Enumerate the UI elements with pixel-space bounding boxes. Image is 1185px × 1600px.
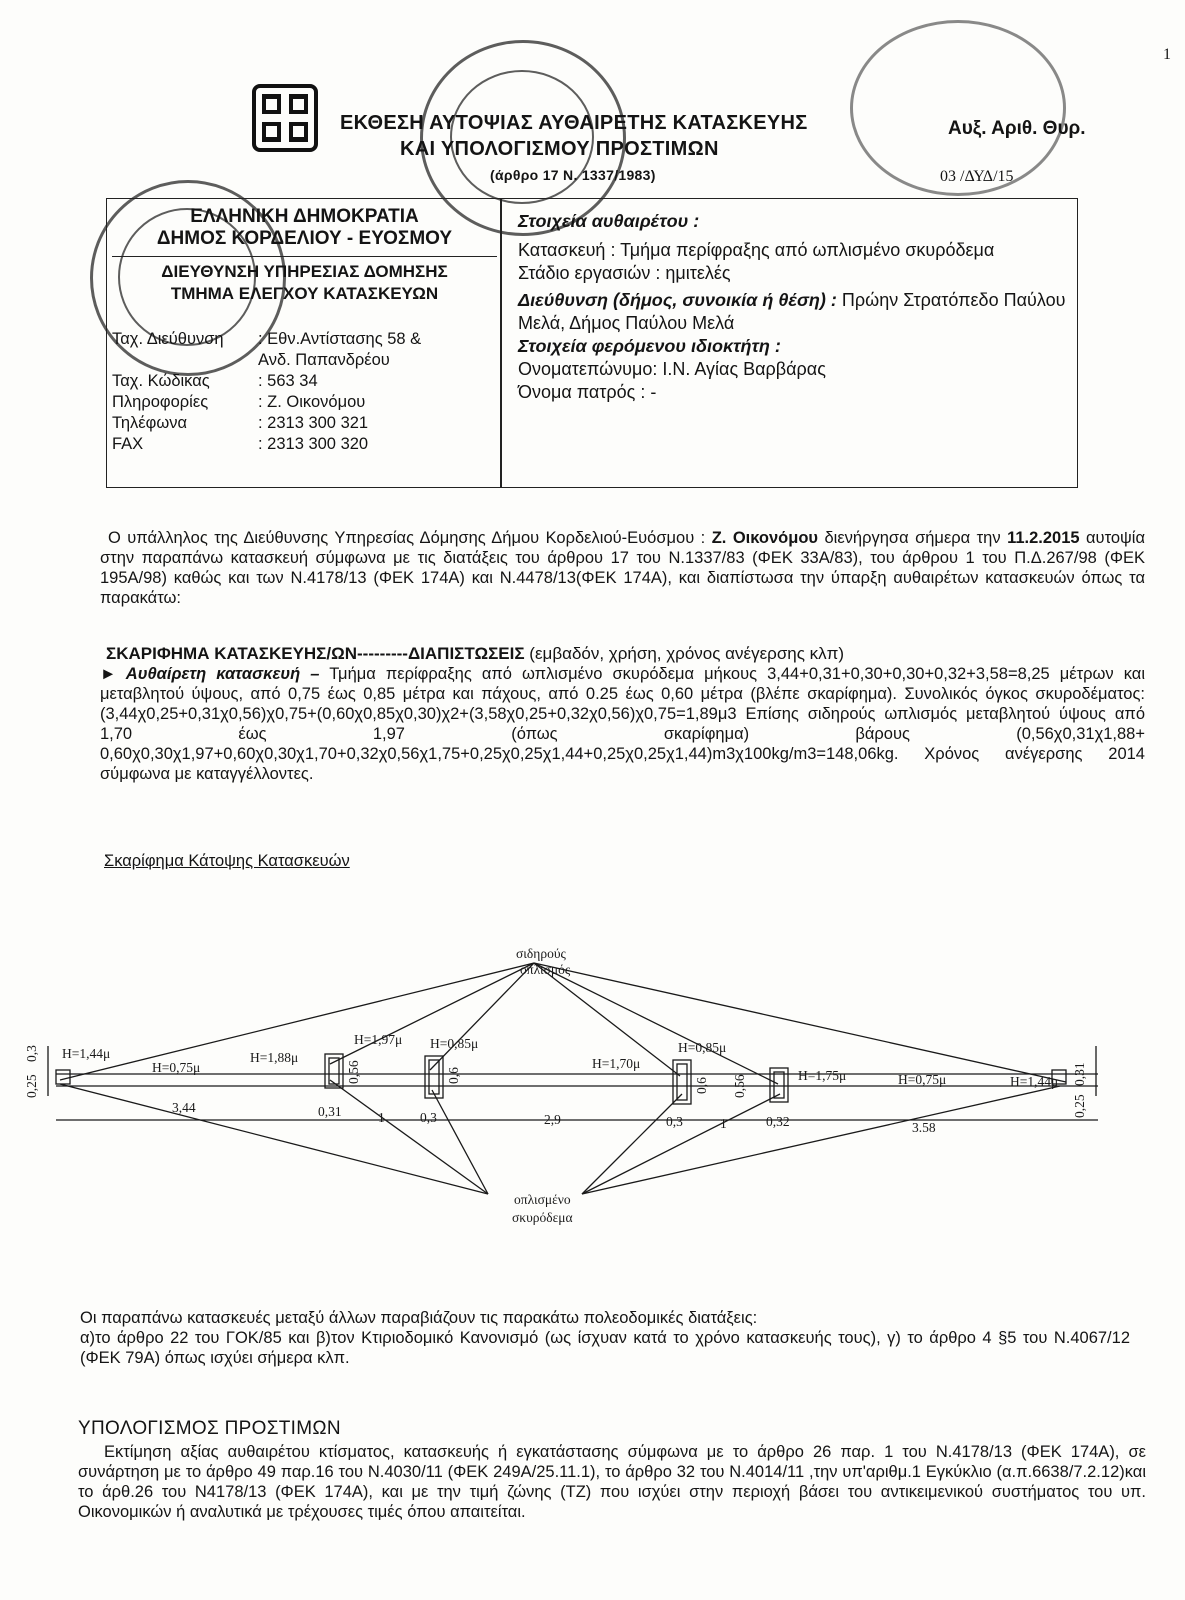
title-line-2: ΚΑΙ ΥΠΟΛΟΓΙΣΜΟΥ ΠΡΟΣΤΙΜΩΝ xyxy=(400,138,719,160)
dim-344: 3,44 xyxy=(172,1100,196,1115)
protocol-number: 03 /ΔΥΔ/15 xyxy=(940,168,1014,185)
postal-value: : 563 34 xyxy=(258,372,318,390)
page-number: 1 xyxy=(1163,46,1171,63)
intro-text-b: διενήργησα σήμερα την xyxy=(824,529,1001,547)
intro-text-c: αυτοψία στην παραπάνω κατασκευή σύμφωνα με τις διατάξεις του άρθρου 17 του Ν.1337/83 (ΦΕΚ 33Α/83), του άρθρου 1 του Π.Δ.267/98 (ΦΕΚ 195Α/98) καθώς και των Ν.4178/13 (ΦΕΚ 174Α) και Ν.4478/13(ΦΕΚ 174Α), και διαπίστωσα την ύπαρξη αυθαιρέτων κατασκευών όπως τα παρακάτω: xyxy=(100,529,1146,607)
dim-29: 2,9 xyxy=(544,1112,561,1127)
dim-03-left: 0,3 xyxy=(24,1045,39,1062)
issuer-municipality: ΔΗΜΟΣ ΚΟΡΔΕΛΙΟΥ - ΕΥΟΣΜΟΥ xyxy=(156,228,453,249)
postal-label: Ταχ. Κώδικας xyxy=(112,372,210,390)
label-concrete-1: οπλισμένο xyxy=(514,1192,571,1207)
issuer-state: ΕΛΛΗΝΙΚΗ ΔΗΜΟΚΡΑΤΙΑ xyxy=(190,206,419,227)
sketch-end-block-left xyxy=(56,1070,70,1084)
issuer-department: ΤΜΗΜΑ ΕΛΕΓΧΟΥ ΚΑΤΑΣΚΕΥΩΝ xyxy=(170,284,439,303)
violation-heading: Στοιχεία αυθαιρέτου : xyxy=(518,211,700,231)
concrete-pointer-6 xyxy=(582,1086,1060,1194)
dim-06-left: 0,6 xyxy=(446,1067,461,1084)
concrete-pointer-2 xyxy=(330,1080,488,1194)
concrete-pointer-5 xyxy=(582,1094,780,1194)
sketch-title: Σκαρίφημα Κάτοψης Κατασκευών xyxy=(104,852,350,870)
h-085-left: H=0,85μ xyxy=(430,1036,479,1051)
intro-text-a: Ο υπάλληλος της Διεύθυνσης Υπηρεσίας Δόμησης Δήμου Κορδελιού-Ευόσμου : xyxy=(108,529,706,547)
h-188: H=1,88μ xyxy=(250,1050,299,1065)
concrete-pointer-1 xyxy=(60,1084,488,1194)
protocol-label: Αυξ. Αριθ. Θυρ. xyxy=(948,118,1086,139)
h-197: H=1,97μ xyxy=(354,1032,403,1047)
rebar-pointer-2 xyxy=(430,963,534,1070)
sketch-column-2 xyxy=(425,1056,443,1098)
address-label: Ταχ. Διεύθυνση xyxy=(112,330,224,348)
phone-value: : 2313 300 321 xyxy=(258,414,369,432)
findings-heading-text: ΣΚΑΡΙΦΗΜΑ ΚΑΤΑΣΚΕΥΗΣ/ΩΝ---------ΔΙΑΠΙΣΤΩΣΕΙΣ xyxy=(106,644,525,663)
h-075-left: H=0,75μ xyxy=(152,1060,201,1075)
inspector-name: Ζ. Οικονόμου xyxy=(711,529,819,547)
dim-03a: 0,3 xyxy=(420,1110,437,1125)
fines-heading: ΥΠΟΛΟΓΙΣΜΟΣ ΠΡΟΣΤΙΜΩΝ xyxy=(78,1418,341,1439)
h-170: H=1,70μ xyxy=(592,1056,641,1071)
label-concrete-2: σκυρόδεμα xyxy=(512,1210,573,1225)
dim-056-right: 0,56 xyxy=(732,1074,747,1098)
label-rebar-1: σιδηρούς xyxy=(516,946,566,961)
h-075-right: H=0,75μ xyxy=(898,1072,947,1087)
title-line-1: ΕΚΘΕΣΗ ΑΥΤΟΨΙΑΣ ΑΥΘΑΙΡΕΤΗΣ ΚΑΤΑΣΚΕΥΗΣ xyxy=(340,112,808,134)
dim-025-left: 0,25 xyxy=(24,1074,39,1098)
phone-label: Τηλέφωνα xyxy=(112,414,188,432)
address-value-2: Ανδ. Παπανδρέου xyxy=(258,351,390,369)
fax-label: FAX xyxy=(112,435,144,453)
dim-03b: 0,3 xyxy=(666,1114,683,1129)
concrete-pointer-3 xyxy=(432,1090,488,1194)
findings-text: Τμήμα περίφραξης από ωπλισμένο σκυρόδεμα μήκους 3,44+0,31+0,30+0,30+0,32+3,58=8,25 μέτρων και μεταβλητού ύψους, από 0,75 έως 0,85 μέτρα και πάχους, από 0.25 έως 0,60 μέτρα (βλέπε σκαρίφημα). Συνολικός όγκος σκυροδέματος: (3,44χ0,25+0,31χ0,56)χ0,75+(0,60χ0,85χ0,30)χ2+(3,58χ0,25+0,32χ0,56)χ0,75=1,89μ3 Επίσης σιδηρούς ωπλισμός μεταβλητού ύψους από 1,70 έως 1,97 (όπως σκαρίφημα) βάρους (0,56χ0,31χ1,88+ 0,60χ0,30χ1,97+0,60χ0,30χ1,70+0,32χ0,56χ1,75+0,25χ0,25χ1,44+0,25χ0,25χ1,44)m3χ100kg/m3=148,06kg. Χρόνος ανέγερσης 2014 σύμφωνα με καταγγέλλοντες. xyxy=(100,665,1145,783)
h-175: H=1,75μ xyxy=(798,1068,847,1083)
address-value: : Εθν.Αντίστασης 58 & xyxy=(258,330,422,348)
dim-025-right: 0,25 xyxy=(1072,1094,1087,1118)
h-144-left: H=1,44μ xyxy=(62,1046,111,1061)
owner-name: Ονοματεπώνυμο: Ι.Ν. Αγίας Βαρβάρας xyxy=(518,359,826,379)
violations-paragraph xyxy=(80,1308,1130,1368)
issuer-directorate: ΔΙΕΥΘΥΝΣΗ ΥΠΗΡΕΣΙΑΣ ΔΟΜΗΣΗΣ xyxy=(161,262,448,281)
info-value: : Ζ. Οικονόμου xyxy=(258,393,366,411)
construction-text: Κατασκευή : Τμήμα περίφραξης από ωπλισμένο σκυρόδεμα xyxy=(518,240,995,260)
rebar-pointer-5 xyxy=(534,963,778,1084)
dim-358: 3.58 xyxy=(912,1120,936,1135)
info-label: Πληροφορίες xyxy=(112,393,209,411)
violations-text: α)το άρθρο 22 του ΓΟΚ/85 και β)τον Κτιριοδομικό Κανονισμό (ως ίσχυαν κατά το χρόνο κατασκευής τους), γ) το άρθρο 4 §5 του Ν.4067/12 (ΦΕΚ 79Α) όπως ισχύει σήμερα κλπ. xyxy=(80,1329,1130,1367)
fax-value: : 2313 300 320 xyxy=(258,435,369,453)
findings-heading-note: (εμβαδόν, χρήση, χρόνος ανέγερσης κλπ) xyxy=(529,644,845,663)
h-144-right: H=1,44μ xyxy=(1010,1074,1059,1089)
inspection-date: 11.2.2015 xyxy=(1007,529,1080,547)
label-rebar-2: οπλισμός xyxy=(520,962,571,977)
father-name: Όνομα πατρός : - xyxy=(518,382,657,402)
dim-1a: 1 xyxy=(378,1110,385,1125)
sketch-column-4 xyxy=(770,1068,788,1102)
owner-heading: Στοιχεία φερόμενου ιδιοκτήτη : xyxy=(518,336,781,356)
address-text: Πρώην Στρατόπεδο Παύλου Μελά, Δήμος Παύλου Μελά xyxy=(518,290,1066,333)
sketch-column-3 xyxy=(673,1060,691,1104)
address-heading: Διεύθυνση (δήμος, συνοικία ή θέση) : xyxy=(518,290,837,310)
dim-056-left: 0,56 xyxy=(346,1060,361,1084)
title-line-3: (άρθρο 17 Ν. 1337/1983) xyxy=(490,167,656,183)
fines-paragraph: Εκτίμηση αξίας αυθαιρέτου κτίσματος, κατασκευής ή εγκατάστασης σύμφωνα με το άρθρο 26 παρ. 1 του Ν.4178/13 (ΦΕΚ 174Α), σε συνάρτηση με το άρθρο 49 παρ.16 του Ν.4030/11 (ΦΕΚ 249Α/25.11.1), το άρθρο 32 του Ν.4014/11 ,την υπ'αριθμ.1 Εγκύκλιο (α.π.6638/7.2.12)και το άρθ.26 του Ν4178/13 (ΦΕΚ 174Α), και με την τιμή ζώνης (ΤΖ) που ισχύει στην περιοχή βάσει του αντικειμενικού συστήματος του υπ. Οικονομικών ή αναλυτικά με τρέχουσες τιμές όπου απαιτείται. xyxy=(78,1443,1146,1521)
violations-intro: Οι παραπάνω κατασκευές μεταξύ άλλων παραβιάζουν τις παρακάτω πολεοδομικές διατάξεις: xyxy=(80,1309,758,1327)
h-085-right: H=0,85μ xyxy=(678,1040,727,1055)
findings-lead: ► Αυθαίρετη κατασκευή – xyxy=(100,665,320,683)
dim-032: 0,32 xyxy=(766,1114,790,1129)
dim-06-right: 0,6 xyxy=(694,1077,709,1094)
dim-1b: 1 xyxy=(720,1116,727,1131)
dim-031-right: 0,31 xyxy=(1072,1062,1087,1086)
concrete-pointer-4 xyxy=(582,1094,682,1194)
stage-text: Στάδιο εργασιών : ημιτελές xyxy=(518,263,731,283)
dim-031: 0,31 xyxy=(318,1104,342,1119)
